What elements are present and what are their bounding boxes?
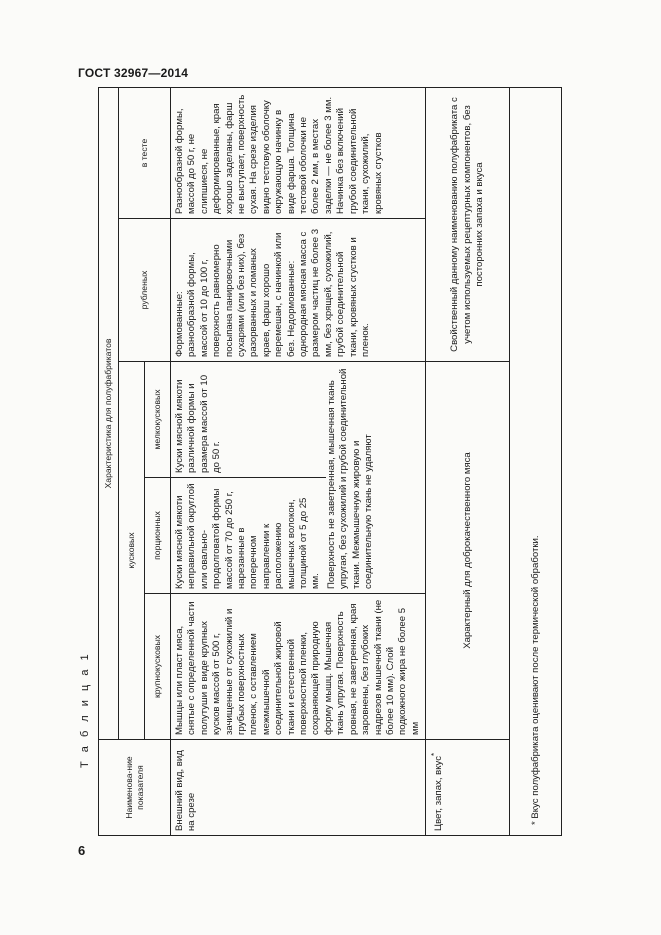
row1-rubl-cell: Формованные: разнообразной формы, массой от 10 до 100 г, поверхность равномерно посыпана панировочными сухарями (или без них), без разорванных и ломаных краев, фарш хорошо перемешан, с начинкой или без. Недормованные: однородная мясная масса с размером частиц не более 3 мм, без хрящей, сухожилий, грубой соединительной ткани, кровяных сгустков и пленок. [171, 219, 426, 362]
footnote-row [510, 87, 562, 835]
col-characteristic-header: Характеристика для полуфабрикатов [99, 87, 119, 739]
row1-krupno-cell: Мышцы или пласт мяса, снятые с определенной части полутуши в виде крупных кусков массой от 500 г, зачищенные от сухожилий и грубых поверхностных пленок, с оставлением межмышечной соединительной жировой ткани и естественной поверхностной пленки, сохраняющей природную форму мышц. Мышечная ткань упругая. Поверхность ровная, не заветренная, края заровнены, без глубоких надрезов мышечной ткани (не более 10 мм). Слой подкожного жира не более 5 мм [171, 594, 426, 740]
header-row-2 [119, 87, 145, 835]
header-row-1 [99, 87, 119, 835]
footnote: * Вкус полуфабриката оценивают после термической обработки. [510, 87, 562, 835]
row1-testo-cell: Разнообразной формы, массой до 50 г, не слипшиеся, не деформированные, края хорошо заделаны, фарш не выступает, поверхность сухая. На срезе изделия видно тестовую оболочку окружающую начинку в виде фарша. Толщина тестовой оболочки не более 2 мм, в местах заделки — не более 3 мм. Начинка без включений грубой соединительной ткани, сухожилий, кровяных сгустков [171, 87, 426, 218]
col-kuskovye-header: кусковых [119, 362, 145, 740]
document-title: ГОСТ 32967—2014 [78, 66, 189, 80]
table-row [171, 87, 326, 835]
footnote-marker: * [430, 752, 440, 756]
col-melko-header: мелкокусковых [145, 362, 171, 478]
row2-indicator [426, 740, 510, 836]
row1-indicator: Внешний вид, вид на срезе [171, 740, 426, 836]
row1-portsion-cell: Куски мясной мякоти неправильной округлой или овально-продолговатой формы массой от 70 до 250 г, нарезанные в поперечном направлении к расположению мышечных волокон, толщиной от 5 до 25 мм. [171, 478, 326, 594]
col-portsion-header: порционных [145, 478, 171, 594]
table-row [426, 87, 510, 835]
row1-kusk-common-cell: Поверхность не заветренная, мышечная ткань упругая, без сухожилий и грубой соединительной ткани. Межмышечную жировую и соединительную ткань не удаляют [326, 362, 426, 594]
col-testo-header: в тесте [119, 87, 171, 218]
row2-kusk-cell: Характерный для доброкачественного мяса [426, 362, 510, 740]
row2-right-cell: Свойственный данному наименованию полуфабриката с учетом используемых рецептурных компонентов, без посторонних запаха и вкуса [426, 87, 510, 361]
row1-melko-cell: Куски мясной мякоти различной формы и размера массой от 10 до 50 г. [171, 362, 326, 478]
rotated-table-container [98, 88, 541, 836]
col-indicator-header: Наименова-ние показателя [99, 740, 171, 836]
page-number: 6 [78, 843, 86, 858]
col-rublenye-header: рубленых [119, 219, 171, 362]
col-krupno-header: крупнокусковых [145, 594, 171, 740]
row2-indicator-text: Цвет, запах, вкус [433, 755, 445, 831]
table-label: Т а б л и ц а 1 [79, 651, 91, 768]
characteristics-table [98, 87, 562, 836]
